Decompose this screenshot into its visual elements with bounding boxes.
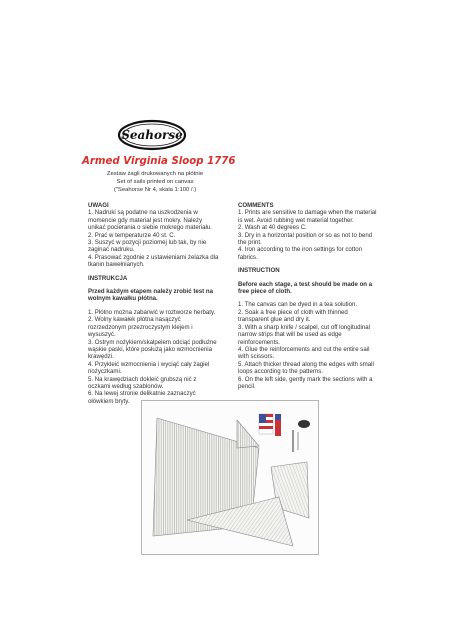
instruction-item: 1. The canvas can be dyed in a tea solution. xyxy=(238,301,358,309)
comments-item: 3. Dry in a horizontal position or so as not to bend the print. xyxy=(238,231,373,247)
instrukcja-item: 3. Ostrym nożykiem/skalpelem odciąć podłużne wąskie paski, które posłużą jako wzmocnienia krawędzi. xyxy=(88,338,217,361)
flag-icon xyxy=(259,414,273,434)
uwagi-heading: UWAGI xyxy=(88,202,109,209)
instrukcja-item: 1. Płótno można zabarwić w roztworze herbaty. xyxy=(88,308,216,316)
subtitle-line: Zestaw żagli drukowanych na płótnie xyxy=(106,171,204,177)
seahorse-logo xyxy=(116,118,188,152)
subtitle-line: Set of sails printed on canvas xyxy=(116,179,194,185)
title-block xyxy=(82,156,236,194)
uwagi-item: 4. Prasować zgodnie z ustawieniami żelazka dla tkanin bawełnianych. xyxy=(88,253,219,269)
sail-sheet-preview xyxy=(141,400,319,555)
comments-item: 4. Iron according to the iron settings for cotton fabrics. xyxy=(238,246,362,261)
uwagi-item: 3. Suszyć w pozycji poziomej lub tak, by nie zaginać nadruku. xyxy=(88,239,207,254)
instruction-lead: Before each stage, a test should be made on a free piece of cloth. xyxy=(238,280,373,296)
uwagi-item: 1. Nadruki są podatne na uszkodzenia w momencie gdy materiał jest mokry. Należy unikać pocierania o siebie mokrego materiału. xyxy=(88,209,212,232)
comments-item: 2. Wash at 40 degrees C. xyxy=(238,224,307,232)
comments-item: 1. Prints are sensitive to damage when the material is wet. Avoid rubbing wet material together. xyxy=(238,209,377,224)
instruction-item: 2. Soak a free piece of cloth with thinned transparent glue and dry it. xyxy=(238,308,348,324)
instruction-item: 5. Attach thicker thread along the edges with small loops according to the patterns. xyxy=(238,360,374,376)
instrukcja-item: 6. Na lewej stronie delikatnie zaznaczyć ołówkiem bryty. xyxy=(88,390,196,405)
instruction-item: 3. With a sharp knife / scalpel, cut off longitudinal narrow strips that will be used as edge reinforcements. xyxy=(238,323,370,346)
instrukcja-heading: INSTRUKCJA xyxy=(88,274,128,282)
instrukcja-lead: Przed każdym etapem należy zrobić test na wolnym kawałku płótna. xyxy=(88,288,213,303)
instruction-item: 4. Glue the reinforcements and cut the entire sail with scissors. xyxy=(238,345,370,361)
instruction-item: 6. On the left side, gently mark the sections with a pencil. xyxy=(238,375,373,390)
english-column xyxy=(238,202,378,390)
pennant-icon xyxy=(275,414,281,436)
logo-text: Seahorse xyxy=(121,128,183,142)
comments-heading: COMMENTS xyxy=(238,202,274,209)
page-title: Armed Virginia Sloop 1776 xyxy=(82,156,236,167)
sheet-logo-icon xyxy=(298,420,310,428)
instrukcja-item: 2. Wolny kawałek płótna nasączyć rozrzedzonym przezroczystym klejem i wysuszyć. xyxy=(88,316,193,339)
instruction-heading: INSTRUCTION xyxy=(238,267,280,275)
uwagi-item: 2. Prać w temperaturze 40 st. C. xyxy=(88,231,176,239)
instrukcja-item: 4. Przykleić wzmocnienia i wyciąć cały żagiel nożyczkami. xyxy=(88,360,210,376)
subtitle-line: ("Seahorse Nr 4, skala 1:100 /.) xyxy=(113,187,197,193)
polish-column xyxy=(88,202,220,405)
instrukcja-item: 5. Na krawędziach dokleić grubszą nić z oczkami według szablonów. xyxy=(88,375,197,390)
